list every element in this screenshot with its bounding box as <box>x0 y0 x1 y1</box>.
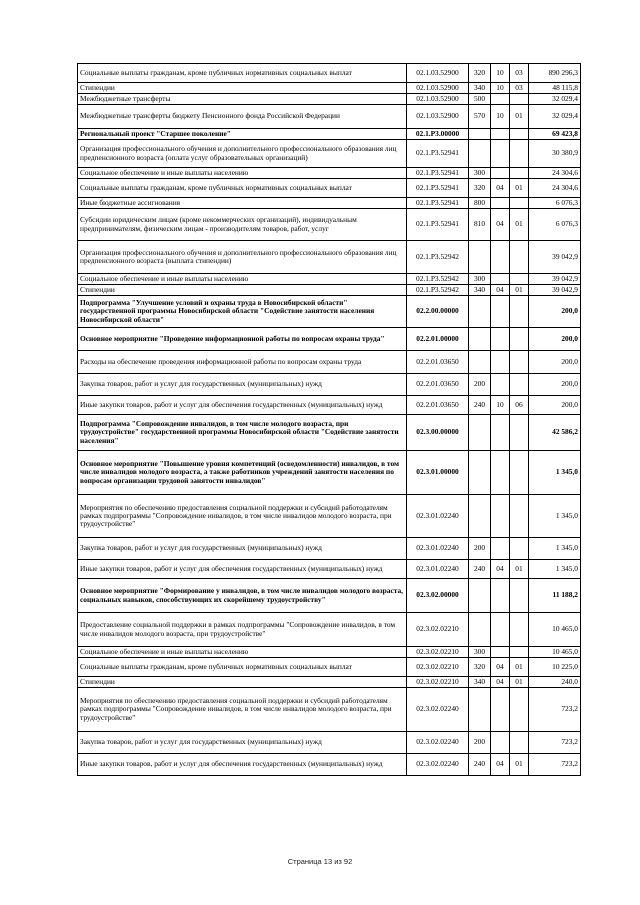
amount: 30 380,9 <box>529 140 581 168</box>
table-row <box>78 451 581 495</box>
section-code <box>491 94 510 105</box>
expense-type-code <box>469 140 491 168</box>
expense-type-code <box>469 688 491 732</box>
amount: 240,0 <box>529 677 581 688</box>
subsection-code <box>510 451 529 495</box>
expense-type-code: 300 <box>469 274 491 285</box>
table-row <box>78 140 581 168</box>
table-row <box>78 285 581 296</box>
amount: 32 029,4 <box>529 94 581 105</box>
target-article-code: 02.1.P3.52941 <box>407 198 469 209</box>
amount: 200,0 <box>529 351 581 374</box>
expense-type-code: 570 <box>469 105 491 129</box>
section-code: 04 <box>491 209 510 241</box>
table-row <box>78 129 581 140</box>
budget-table <box>77 63 581 776</box>
expense-type-code <box>469 579 491 613</box>
section-code: 10 <box>491 83 510 94</box>
amount: 200,0 <box>529 328 581 351</box>
section-code: 10 <box>491 64 510 83</box>
table-row <box>78 296 581 328</box>
expense-type-code: 340 <box>469 285 491 296</box>
expense-type-code <box>469 451 491 495</box>
expense-type-code: 340 <box>469 83 491 94</box>
target-article-code: 02.2.01.03650 <box>407 351 469 374</box>
amount: 723,2 <box>529 732 581 754</box>
amount: 10 465,0 <box>529 647 581 658</box>
subsection-code <box>510 647 529 658</box>
target-article-code: 02.3.01.02240 <box>407 495 469 538</box>
subsection-code <box>510 495 529 538</box>
section-code <box>491 241 510 274</box>
amount: 1 345,0 <box>529 560 581 579</box>
amount: 24 304,6 <box>529 168 581 179</box>
target-article-code: 02.3.02.02240 <box>407 688 469 732</box>
expense-type-code: 320 <box>469 64 491 83</box>
amount: 39 042,9 <box>529 274 581 285</box>
item-name: Межбюджетные трансферты бюджету Пенсионного фонда Российской Федерации <box>78 105 407 129</box>
target-article-code: 02.1.P3.52941 <box>407 209 469 241</box>
target-article-code: 02.1.P3.52942 <box>407 274 469 285</box>
target-article-code: 02.1.P3.52942 <box>407 285 469 296</box>
section-code <box>491 140 510 168</box>
amount: 24 304,6 <box>529 179 581 198</box>
table-row <box>78 732 581 754</box>
subsection-code: 01 <box>510 105 529 129</box>
section-code <box>491 688 510 732</box>
table-row <box>78 179 581 198</box>
expense-type-code <box>469 415 491 451</box>
section-code <box>491 129 510 140</box>
target-article-code: 02.1.03.52900 <box>407 105 469 129</box>
page-number: Страница 13 из 92 <box>287 857 353 866</box>
target-article-code: 02.2.01.00000 <box>407 328 469 351</box>
amount: 1 345,0 <box>529 538 581 560</box>
item-name: Организация профессионального обучения и дополнительного профессионального образования лиц предпенсионного возраста (оплата услуг образовательных организаций) <box>78 140 407 168</box>
table-row <box>78 754 581 776</box>
section-code <box>491 328 510 351</box>
amount: 200,0 <box>529 396 581 415</box>
expense-type-code: 240 <box>469 396 491 415</box>
section-code <box>491 647 510 658</box>
subsection-code <box>510 613 529 647</box>
section-code <box>491 168 510 179</box>
item-name: Иные закупки товаров, работ и услуг для обеспечения государственных (муниципальных) нужд <box>78 754 407 776</box>
subsection-code <box>510 538 529 560</box>
item-name: Субсидии юридическим лицам (кроме некоммерческих организаций), индивидуальным предпринимателям, физическим лицам - производителям товаров, работ, услуг <box>78 209 407 241</box>
section-code: 04 <box>491 754 510 776</box>
table-row <box>78 374 581 396</box>
table-row <box>78 579 581 613</box>
amount: 42 586,2 <box>529 415 581 451</box>
table-row <box>78 168 581 179</box>
table-row <box>78 351 581 374</box>
section-code: 04 <box>491 658 510 677</box>
item-name: Иные закупки товаров, работ и услуг для обеспечения государственных (муниципальных) нужд <box>78 396 407 415</box>
amount: 10 225,0 <box>529 658 581 677</box>
item-name: Подпрограмма "Сопровождение инвалидов, в том числе молодого возраста, при трудоустройстве" государственной программы Новосибирской области "Содействие занятости населения" <box>78 415 407 451</box>
table-row <box>78 415 581 451</box>
item-name: Социальные выплаты гражданам, кроме публичных нормативных социальных выплат <box>78 658 407 677</box>
target-article-code: 02.1.03.52900 <box>407 94 469 105</box>
section-code <box>491 538 510 560</box>
expense-type-code <box>469 241 491 274</box>
target-article-code: 02.3.01.00000 <box>407 451 469 495</box>
amount: 1 345,0 <box>529 495 581 538</box>
amount: 6 076,3 <box>529 209 581 241</box>
table-row <box>78 688 581 732</box>
expense-type-code <box>469 351 491 374</box>
item-name: Стипендии <box>78 83 407 94</box>
item-name: Стипендии <box>78 677 407 688</box>
expense-type-code: 200 <box>469 732 491 754</box>
target-article-code: 02.3.02.02210 <box>407 677 469 688</box>
section-code: 10 <box>491 105 510 129</box>
expense-type-code: 340 <box>469 677 491 688</box>
target-article-code: 02.3.02.02210 <box>407 658 469 677</box>
subsection-code: 03 <box>510 83 529 94</box>
expense-type-code <box>469 613 491 647</box>
target-article-code: 02.3.02.00000 <box>407 579 469 613</box>
amount: 69 423,8 <box>529 129 581 140</box>
section-code <box>491 579 510 613</box>
section-code: 10 <box>491 396 510 415</box>
subsection-code <box>510 94 529 105</box>
amount: 723,2 <box>529 754 581 776</box>
expense-type-code: 800 <box>469 198 491 209</box>
section-code: 04 <box>491 560 510 579</box>
target-article-code: 02.1.P3.52941 <box>407 179 469 198</box>
subsection-code: 01 <box>510 658 529 677</box>
item-name: Межбюджетные трансферты <box>78 94 407 105</box>
target-article-code: 02.1.P3.52942 <box>407 241 469 274</box>
subsection-code <box>510 328 529 351</box>
subsection-code <box>510 274 529 285</box>
target-article-code: 02.2.00.00000 <box>407 296 469 328</box>
amount: 39 042,9 <box>529 241 581 274</box>
target-article-code: 02.1.03.52900 <box>407 64 469 83</box>
table-row <box>78 64 581 83</box>
section-code: 04 <box>491 285 510 296</box>
item-name: Стипендии <box>78 285 407 296</box>
subsection-code <box>510 241 529 274</box>
subsection-code: 06 <box>510 396 529 415</box>
item-name: Организация профессионального обучения и дополнительного профессионального образования лиц предпенсионного возраста (выплата стипендии) <box>78 241 407 274</box>
section-code <box>491 495 510 538</box>
section-code <box>491 613 510 647</box>
item-name: Социальное обеспечение и иные выплаты населению <box>78 274 407 285</box>
item-name: Социальное обеспечение и иные выплаты населению <box>78 168 407 179</box>
budget-table-body <box>78 64 581 776</box>
expense-type-code: 320 <box>469 658 491 677</box>
section-code <box>491 374 510 396</box>
item-name: Социальные выплаты гражданам, кроме публичных нормативных социальных выплат <box>78 64 407 83</box>
item-name: Закупка товаров, работ и услуг для государственных (муниципальных) нужд <box>78 732 407 754</box>
section-code <box>491 732 510 754</box>
target-article-code: 02.3.01.02240 <box>407 538 469 560</box>
expense-type-code: 240 <box>469 560 491 579</box>
subsection-code: 01 <box>510 560 529 579</box>
expense-type-code: 320 <box>469 179 491 198</box>
section-code: 04 <box>491 179 510 198</box>
expense-type-code: 300 <box>469 647 491 658</box>
item-name: Расходы на обеспечение проведения информационной работы по вопросам охраны труда <box>78 351 407 374</box>
subsection-code: 03 <box>510 64 529 83</box>
amount: 200,0 <box>529 296 581 328</box>
subsection-code <box>510 688 529 732</box>
amount: 723,2 <box>529 688 581 732</box>
item-name: Основное мероприятие "Формирование у инвалидов, в том числе инвалидов молодого возраста, социальных навыков, способствующих их скорейшему трудоустройству" <box>78 579 407 613</box>
subsection-code: 01 <box>510 677 529 688</box>
amount: 890 296,3 <box>529 64 581 83</box>
subsection-code: 01 <box>510 754 529 776</box>
page-footer <box>0 857 640 866</box>
section-code: 04 <box>491 677 510 688</box>
subsection-code <box>510 374 529 396</box>
table-row <box>78 658 581 677</box>
section-code <box>491 198 510 209</box>
table-row <box>78 274 581 285</box>
table-row <box>78 328 581 351</box>
target-article-code: 02.2.01.03650 <box>407 374 469 396</box>
item-name: Основное мероприятие "Повышение уровня компетенций (осведомленности) инвалидов, в том числе инвалидов молодого возраста, а также работников учреждений занятости населения по вопросам организации трудовой занятости инвалидов" <box>78 451 407 495</box>
table-row <box>78 560 581 579</box>
target-article-code: 02.3.02.02210 <box>407 647 469 658</box>
table-row <box>78 538 581 560</box>
expense-type-code: 200 <box>469 538 491 560</box>
table-row <box>78 105 581 129</box>
amount: 48 115,8 <box>529 83 581 94</box>
table-row <box>78 241 581 274</box>
item-name: Закупка товаров, работ и услуг для государственных (муниципальных) нужд <box>78 374 407 396</box>
subsection-code <box>510 415 529 451</box>
item-name: Иные бюджетные ассигнования <box>78 198 407 209</box>
subsection-code: 01 <box>510 209 529 241</box>
section-code <box>491 451 510 495</box>
table-row <box>78 396 581 415</box>
item-name: Закупка товаров, работ и услуг для государственных (муниципальных) нужд <box>78 538 407 560</box>
amount: 6 076,3 <box>529 198 581 209</box>
table-row <box>78 647 581 658</box>
subsection-code <box>510 129 529 140</box>
item-name: Социальное обеспечение и иные выплаты населению <box>78 647 407 658</box>
expense-type-code: 500 <box>469 94 491 105</box>
expense-type-code: 810 <box>469 209 491 241</box>
target-article-code: 02.3.02.02240 <box>407 754 469 776</box>
amount: 1 345,0 <box>529 451 581 495</box>
expense-type-code: 200 <box>469 374 491 396</box>
table-row <box>78 613 581 647</box>
table-row <box>78 209 581 241</box>
amount: 200,0 <box>529 374 581 396</box>
table-row <box>78 94 581 105</box>
target-article-code: 02.1.P3.52941 <box>407 140 469 168</box>
section-code <box>491 351 510 374</box>
table-row <box>78 83 581 94</box>
item-name: Мероприятия по обеспечению предоставления социальной поддержки и субсидий работодателям рамках подпрограммы "Сопровождение инвалидов, в том числе инвалидов молодого возраста, при трудоустройстве" <box>78 495 407 538</box>
item-name: Подпрограмма "Улучшение условий и охраны труда в Новосибирской области" государственной программы Новосибирской области "Содействие занятости населения Новосибирской области" <box>78 296 407 328</box>
target-article-code: 02.3.02.02210 <box>407 613 469 647</box>
subsection-code: 01 <box>510 179 529 198</box>
expense-type-code: 240 <box>469 754 491 776</box>
target-article-code: 02.3.00.00000 <box>407 415 469 451</box>
subsection-code <box>510 351 529 374</box>
table-row <box>78 198 581 209</box>
section-code <box>491 296 510 328</box>
expense-type-code <box>469 328 491 351</box>
subsection-code <box>510 140 529 168</box>
target-article-code: 02.3.01.02240 <box>407 560 469 579</box>
target-article-code: 02.2.01.03650 <box>407 396 469 415</box>
item-name: Социальные выплаты гражданам, кроме публичных нормативных социальных выплат <box>78 179 407 198</box>
item-name: Предоставление социальной поддержки в рамках подпрограммы "Сопровождение инвалидов, в том числе инвалидов молодого возраста, при трудоустройстве" <box>78 613 407 647</box>
subsection-code: 01 <box>510 285 529 296</box>
target-article-code: 02.1.P3.52941 <box>407 168 469 179</box>
amount: 39 042,9 <box>529 285 581 296</box>
expense-type-code <box>469 129 491 140</box>
item-name: Иные закупки товаров, работ и услуг для обеспечения государственных (муниципальных) нужд <box>78 560 407 579</box>
expense-type-code <box>469 296 491 328</box>
section-code <box>491 274 510 285</box>
subsection-code <box>510 168 529 179</box>
target-article-code: 02.3.02.02240 <box>407 732 469 754</box>
item-name: Региональный проект "Старшее поколение" <box>78 129 407 140</box>
section-code <box>491 415 510 451</box>
item-name: Основное мероприятие "Проведение информационной работы по вопросам охраны труда" <box>78 328 407 351</box>
target-article-code: 02.1.P3.00000 <box>407 129 469 140</box>
subsection-code <box>510 198 529 209</box>
target-article-code: 02.1.03.52900 <box>407 83 469 94</box>
amount: 11 188,2 <box>529 579 581 613</box>
expense-type-code: 300 <box>469 168 491 179</box>
amount: 10 465,0 <box>529 613 581 647</box>
subsection-code <box>510 579 529 613</box>
expense-type-code <box>469 495 491 538</box>
amount: 32 029,4 <box>529 105 581 129</box>
subsection-code <box>510 732 529 754</box>
table-row <box>78 495 581 538</box>
subsection-code <box>510 296 529 328</box>
item-name: Мероприятия по обеспечению предоставления социальной поддержки и субсидий работодателям рамках подпрограммы "Сопровождение инвалидов, в том числе инвалидов молодого возраста, при трудоустройстве" <box>78 688 407 732</box>
table-row <box>78 677 581 688</box>
